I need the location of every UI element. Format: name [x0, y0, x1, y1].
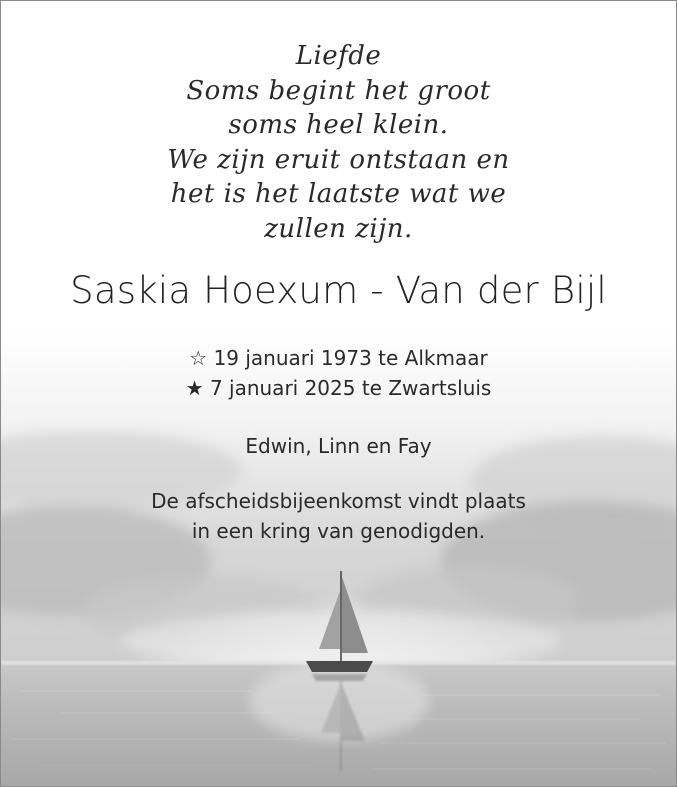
poem	[1, 39, 676, 246]
poem-line: Liefde	[295, 41, 382, 71]
birth-date: 19 januari 1973 te Alkmaar	[213, 346, 488, 370]
family-names: Edwin, Linn en Fay	[245, 434, 432, 458]
poem-line: soms heel klein.	[228, 110, 449, 140]
birth-line	[1, 343, 676, 373]
life-dates	[1, 343, 676, 403]
death-line	[1, 373, 676, 403]
death-date: 7 januari 2025 te Zwartsluis	[209, 376, 492, 400]
poem-line: Soms begint het groot	[186, 75, 491, 106]
star-outline-icon: ☆	[189, 346, 208, 370]
ceremony-line: De afscheidsbijeenkomst vindt plaats	[151, 489, 526, 513]
poem-line: zullen zijn.	[264, 213, 413, 244]
poem-line: het is het laatste wat we	[170, 179, 507, 209]
ceremony-line: in een kring van genodigden.	[191, 519, 486, 543]
deceased-name: Saskia Hoexum - Van der Bijl	[70, 269, 607, 312]
poem-line: We zijn eruit ontstaan en	[167, 144, 510, 175]
star-filled-icon: ★	[185, 376, 204, 400]
ceremony-notice	[1, 486, 676, 546]
